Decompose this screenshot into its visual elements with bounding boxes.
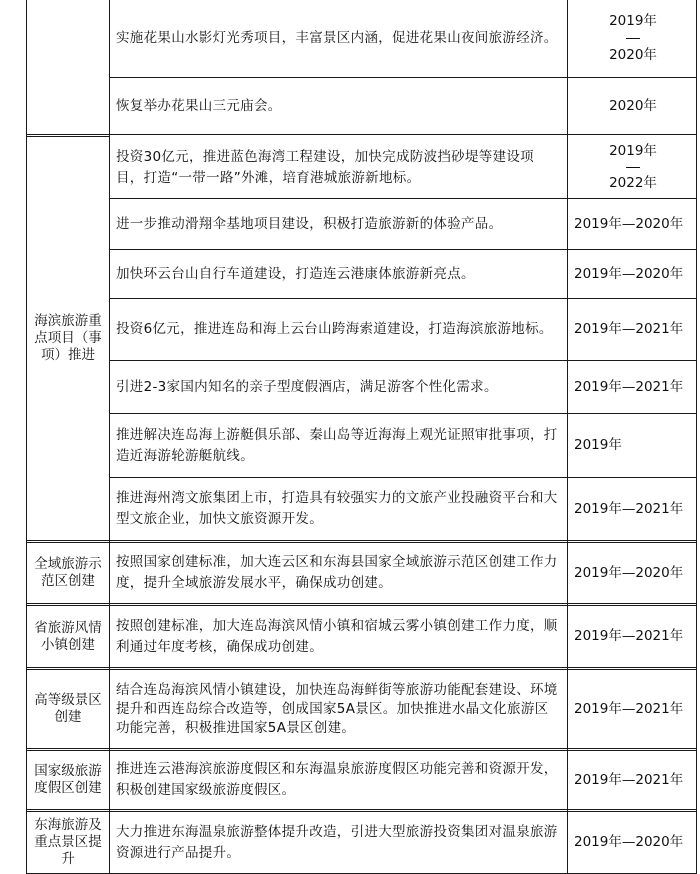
time-text: 2019年—2021年 <box>574 771 684 788</box>
time-to: 2022年 <box>609 175 657 191</box>
time-range <box>609 143 657 192</box>
category-label: 国家级旅游度假区创建 <box>34 763 102 796</box>
time-text: 2019年—2021年 <box>574 378 684 395</box>
time-cell <box>568 670 696 748</box>
dash-icon <box>626 38 640 39</box>
time-text: 2019年—2021年 <box>574 321 684 337</box>
content-text: 按照国家创建标准，加大连云区和东海县国家全域旅游示范区创建工作力度，提升全域旅游发展水平，确保成功创建。 <box>116 554 558 591</box>
time-text: 2019年—2020年 <box>574 215 684 232</box>
category-label: 海滨旅游重点项目（事项）推进 <box>34 313 102 363</box>
category-label: 高等级景区创建 <box>34 692 102 725</box>
content-cell <box>110 812 567 873</box>
time-cell <box>568 751 696 809</box>
category-cell <box>27 751 109 809</box>
content-text: 大力推进东海温泉旅游整体提升改造，引进大型旅游投资集团对温泉旅游资源进行产品提升。 <box>116 823 558 861</box>
category-cell <box>27 812 109 873</box>
time-text: 2019年—2020年 <box>574 265 684 282</box>
content-cell <box>110 606 567 667</box>
category-cell <box>27 606 109 667</box>
time-cell <box>568 78 696 134</box>
content-text: 按照创建标准，加大连岛海滨风情小镇和宿城云雾小镇创建工作力度，顺利通过年度考核，确保成功创建。 <box>116 617 558 655</box>
content-text: 恢复举办花果山三元庙会。 <box>116 97 282 114</box>
row-divider <box>109 134 697 135</box>
time-text: 2019年 <box>574 437 622 453</box>
content-text: 推进连云港海滨旅游度假区和东海温泉旅游度假区功能完善和资源开发，积极创建国家级旅游度假区。 <box>116 761 558 798</box>
time-range <box>609 13 657 64</box>
category-label: 全域旅游示范区创建 <box>34 556 102 589</box>
content-cell <box>110 361 567 413</box>
time-cell <box>568 414 696 477</box>
content-cell <box>110 299 567 360</box>
time-text: 2019年—2020年 <box>574 834 684 850</box>
time-cell <box>568 361 696 413</box>
content-cell <box>110 250 567 298</box>
time-cell <box>568 299 696 360</box>
category-label: 东海旅游及重点景区提升 <box>34 817 102 867</box>
content-text: 推进海州湾文旅集团上市，打造具有较强实力的文旅产业投融资平台和大型文旅企业，加快文旅资源开发。 <box>116 490 558 527</box>
time-text: 2019年—2021年 <box>574 500 684 517</box>
content-cell <box>110 478 567 540</box>
time-cell <box>568 478 696 540</box>
content-text: 投资30亿元，推进蓝色海湾工程建设，加快完成防波挡砂堤等建设项目，打造“一带一路”外滩，培育港城旅游新地标。 <box>116 148 534 186</box>
time-text: 2019年—2021年 <box>574 700 684 717</box>
table-border-right <box>696 0 697 874</box>
category-label: 省旅游风情小镇创建 <box>34 619 102 653</box>
content-text: 结合连岛海滨风情小镇建设，加快连岛海鲜街等旅游功能配套建设、环境提升和西连岛综合改造等，创成国家5A景区。加快推进水晶文化旅游区功能完善，积极推进国家5A景区创建。 <box>116 681 558 736</box>
content-cell <box>110 199 567 249</box>
time-text: 2019年—2020年 <box>574 564 684 581</box>
category-cell <box>27 543 109 603</box>
time-cell <box>568 199 696 249</box>
time-from: 2019年 <box>609 13 657 29</box>
time-cell <box>568 250 696 298</box>
content-text: 推进解决连岛海上游艇俱乐部、秦山岛等近海海上观光证照审批事项，打造近海游轮游艇航线。 <box>116 426 558 464</box>
content-text: 投资6亿元，推进连岛和海上云台山跨海索道建设，打造海滨旅游地标。 <box>116 321 553 337</box>
time-to: 2020年 <box>609 47 657 63</box>
content-cell <box>110 78 567 134</box>
dash-icon <box>626 167 640 168</box>
time-text: 2019年—2021年 <box>574 628 684 644</box>
content-text: 实施花果山水影灯光秀项目，丰富景区内涵，促进花果山夜间旅游经济。 <box>116 30 558 46</box>
content-cell <box>110 414 567 477</box>
category-cell-group <box>27 137 109 540</box>
content-text: 引进2-3家国内知名的亲子型度假酒店，满足游客个性化需求。 <box>116 378 498 395</box>
content-cell <box>110 543 567 603</box>
time-cell <box>568 137 696 198</box>
time-cell <box>568 606 696 667</box>
content-cell <box>110 670 567 748</box>
content-text: 加快环云台山自行车道建设，打造连云港康体旅游新亮点。 <box>116 265 475 282</box>
time-text: 2020年 <box>609 97 657 114</box>
content-cell <box>110 0 567 77</box>
time-cell <box>568 543 696 603</box>
content-text: 进一步推动滑翔伞基地项目建设，积极打造旅游新的体验产品。 <box>116 215 503 232</box>
time-cell <box>568 812 696 873</box>
category-cell <box>27 670 109 748</box>
content-cell <box>110 751 567 809</box>
time-cell <box>568 0 696 77</box>
time-from: 2019年 <box>609 143 657 159</box>
content-cell <box>110 137 567 198</box>
